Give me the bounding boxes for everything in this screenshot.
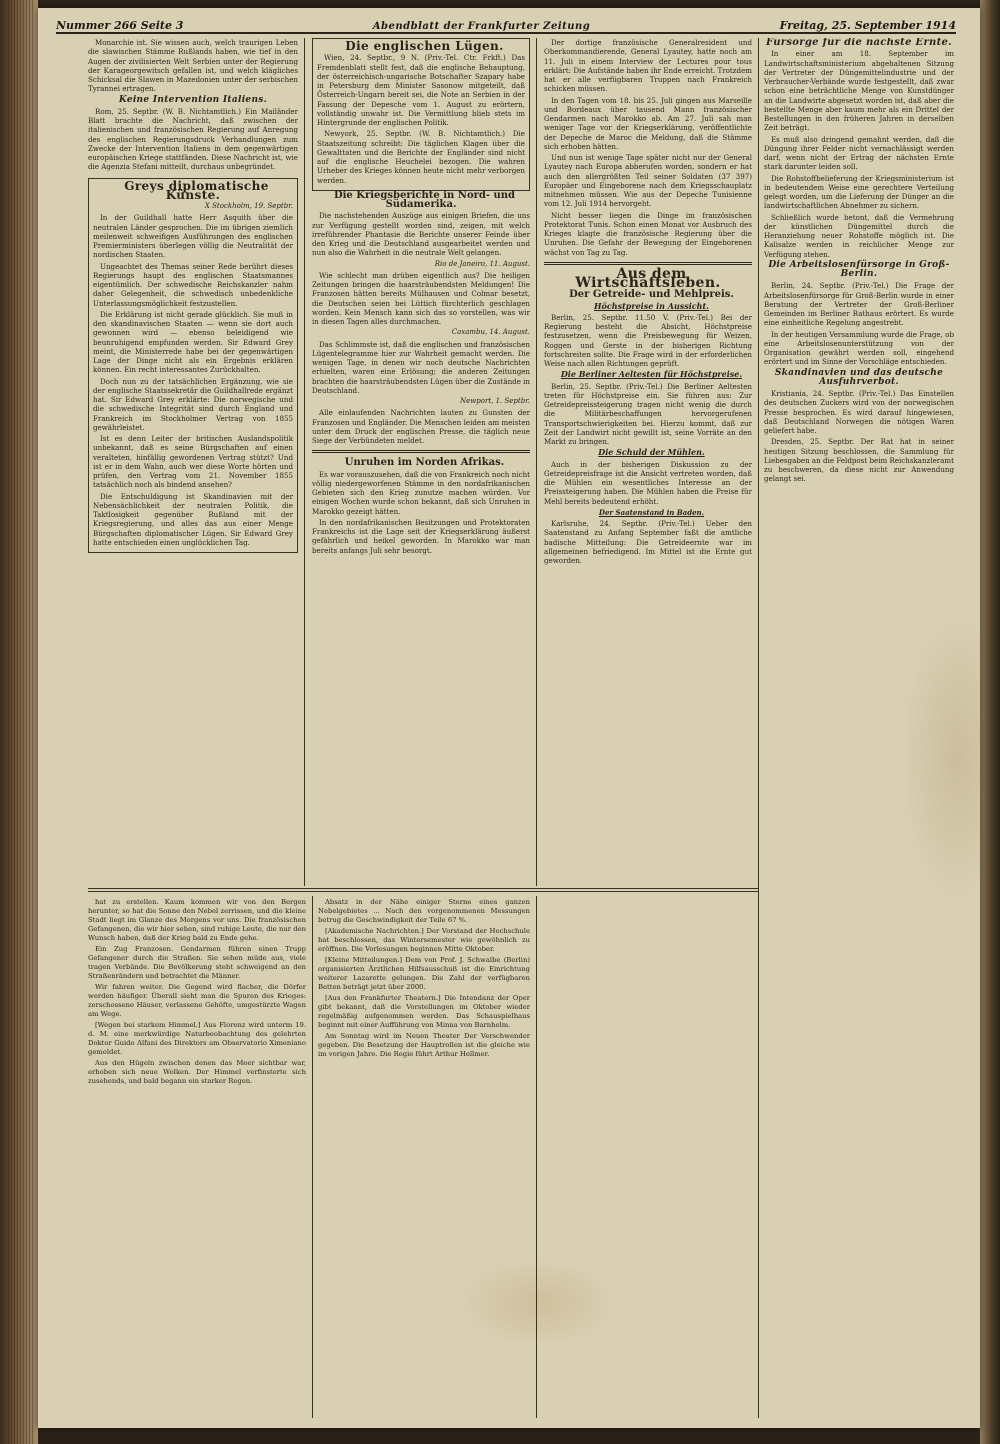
article-text: Berlin, 25. Septbr. 11.50 V. (Priv.-Tel.) Bei der Regierung besteht die Absicht, Höchstpreise festzusetzen, wenn die Preisbewegung für Weizen, Roggen und Gerste in der bisherigen Richtung fortschreiten sollte. Die Frage wird in der erforderlichen Weise nach allen Richtungen geprüft. [544,312,752,368]
article-dateline: X Stockholm, 19. Septbr. [204,202,293,210]
feuilleton-text: Ein Zug Franzosen. Gendarmen führen einen Trupp Gefangener durch die Straßen. Sie sehen müde aus, viele tragen Verbände. Die Bevölkerung steht schweigend an den Straßenrändern und betrachtet die Männer. [88,945,306,980]
feuilleton-text: [Wegen bei starkem Himmel.] Aus Florenz wird unterm 19. d. M. eine merkwürdige Naturbeobachtung des gelehrten Doktor Guido Alfani des Direktors am Observatorio Ximeniano gemeldet. [88,1021,306,1056]
article-text: Wie schlecht man drüben eigentlich aus? Die heiligen Zeitungen bringen die haarsträubendsten Meldungen! Die Franzosen hätten bereits Mülhausen und Colmar besetzt, die Deutschen seien bei Lüttich fürchterlich geschlagen worden. Kein Mensch kann sich das so vorstellen, was wir in diesen Tagen alles durchmachen. [312,270,530,326]
header-masthead: Abendblatt der Frankfurter Zeitung [372,21,591,32]
section-headline: Aus dem Wirtschaftsleben. [575,265,721,291]
feuilleton-text: [Akademische Nachrichten.] Der Vorstand der Hochschule hat beschlossen, das Wintersemester wie gewöhnlich zu eröffnen. Die Vorlesungen beginnen Mitte Oktober. [318,927,530,953]
article-text: Schließlich wurde betont, daß die Vermehrung der künstlichen Düngemittel durch die Heranziehung neuer Rohstoffe möglich ist. Die Kalisalze werden in reichlicher Menge zur Verfügung stehen. [764,212,954,259]
article-headline: Fürsorge für die nächste Ernte. [766,38,952,48]
article-headline: Unruhen im Norden Afrikas. [344,457,505,469]
feuilleton-column-2 [318,898,530,1418]
article-text: Monarchie ist. Sie wissen auch, welch traurigen Leben die slawischen Stämme Rußlands haben, wie tief in den Augen der zivilisierten Welt Serbien unter der Regierung der Karageorgewitsch gefallen ist, und welch klägliches Schicksal die Slawen in Mazedonien unter der serbischen Tyrannei ertragen. [88,38,298,94]
article-text: Rom, 25. Septbr. (W. B. Nichtamtlich.) Ein Mailänder Blatt brachte die Nachricht, daß zwischen der italienischen und französischen Regierung auf Anregung des englischen Regierungsdruck Verhandlungen zum Zwecke der Intervention Italiens in dem gegenwärtigen europäischen Kriege stattfänden. Diese Nachricht ist, wie die Agenzia Stefani mitteilt, durchaus unbegründet. [88,106,298,172]
feuilleton-text: [Kleine Mitteilungen.] Dem von Prof. J. Schwalbe (Berlin) organisierten Ärztlichen Hilfsausschuß ist die Einrichtung weiterer Lazarette gelungen. Die Zahl der verfügbaren Betten beträgt jetzt über 2000. [318,956,530,991]
article-headline: Die englischen Lügen. [345,39,504,53]
feuilleton-text: Am Sonntag wird im Neuen Theater Der Verschwender gegeben. Die Besetzung der Hauptrollen ist die gleiche wie im vorigen Jahre. Die Regie führt Arthur Hellmer. [318,1032,530,1058]
article-text: Auch in der bisherigen Diskussion zu der Getreidepreisfrage ist die Ansicht vertreten worden, daß die Mühlen ein wesentliches Interesse an der Preissteigerung haben. Die Mühlen haben die Preise für Mehl bereits bedeutend erhöht. [544,459,752,506]
article-text: Kristiania, 24. Septbr. (Priv.-Tel.) Das Einstellen des deutschen Zuckers wird von der norwegischen Presse besprochen. Es wird darauf hingewiesen, daß Deutschland Norwegen die nötigen Waren geliefert habe. [764,389,954,435]
feuilleton-text: Absatz in der Nähe einiger Sterne eines ganzen Nebelgebietes ... Nach den vorgenommenen Messungen betrug die Geschwindigkeit der Teile 67 %. [318,898,530,924]
article-text: In der Guildhall hatte Herr Asquith über die neutralen Länder gesprochen. Die im übrigen ziemlich meilenweit schweifigen Ausführungen des englischen Premierministers überlegen völlig die Neutralität der nordischen Staaten. [93,213,293,260]
article-text: Es muß also dringend gemahnt werden, daß die Düngung ihrer Felder nicht vernachlässigt werden darf, wenn nicht der Ertrag der nächsten Ernte stark darunter leiden soll. [764,134,954,172]
feuilleton-text: hat zu erstellen. Kaum kommen wir von den Bergen herunter, so hat die Sonne den Nebel zerrissen, und die kleine Stadt liegt im Glanze des Morgens vor uns. Die französischen Gefangenen, die wir hier sehen, sind ruhige Leute, die nur den Wunsch haben, daß der Krieg bald zu Ende gehe. [88,898,306,942]
column-1 [88,38,298,884]
article-text: Die Entschuldigung ist Skandinavien mit der Nebensächlichkeit der neutralen Politik, die Taktlosigkeit gegenüber Rußland mit der Kriegsregierung, und alles das aus einer Menge Bürgschaften diplomatischer Lügen. Sir Edward Grey hatte entschieden einen unglücklichen Tag. [93,491,293,547]
article-text: In der heutigen Versammlung wurde die Frage, ob eine Arbeitslosenunterstützung von der Organisation gewährt werden soll, eingehend erörtert und im Sinne der Vorschläge entschieden. [764,329,954,367]
article-text: Und nun ist wenige Tage später nicht nur der General Lyautey nach Europa abberufen worden, sondern er hat auch den allergrößten Teil seiner Soldaten (37 397) Europäer und Eingeborene nach dem Kriegsschauplatz mitnehmen müssen. Wie aus der Depeche Tunisienne vom 12. Juli 1914 hervorgeht. [544,153,752,209]
article-text: Alle einlaufenden Nachrichten lauten zu Gunsten der Franzosen und Engländer. Die Menschen leiden am meisten unter dem Druck der englischen Presse, die täglich neue Siege der Verbündeten meldet. [312,408,530,445]
column-rule [312,896,313,1418]
page-header [56,10,956,34]
column-rule [304,38,305,886]
article-dateline: Rio de Janeiro, 11. August. [434,259,530,268]
article-subheadline: Die Schuld der Mühlen. [598,447,705,458]
article-dateline: Caxambu, 14. August. [451,328,530,337]
article-text: Ist es denn Leiter der britischen Auslandspolitik unbekannt, daß es seine Bürgschaften auf einen veralteten, hinfällig gewordenen Vertrag stützt? Und ist er in dem Wahn, auch wer diese Worte hörten und prüfen, den Vertrag vom 21. November 1855 tatsächlich noch als bindend ansehen? [93,434,293,490]
header-date: Freitag, 25. September 1914 [779,19,956,32]
article-text: Doch nun zu der tatsächlichen Ergänzung, wie sie der englische Staatssekretär die Guildhallrede ergänzt hat. Sir Edward Grey erklärte: Die norwegische und die schwedische Integrität sind durch England und Frankreich im Stockholmer Vertrag von 1855 gewährleistet. [93,376,293,432]
article-text: Newyork, 25. Septbr. (W. B. Nichtamtlich.) Die Staatszeitung schreibt: Die täglichen Klagen über die Gewalttaten und die Berichte der Engländer sind nicht auf die englische Heuchelei bezogen. Die wahren Urheber des Krieges können heute nicht mehr verborgen werden. [317,129,525,185]
article-text: Ungeachtet des Themas seiner Rede berührt dieses Regierungs haupt des englischen Staatsmannes eigentümlich. Der schwedische Reichskanzler nahm daher Gelegenheit, die schwedisch unbedenkliche Unterlassungsmöglichkeit festzustellen. [93,261,293,308]
article-headline: Greys diplomatische Künste. [124,178,269,202]
column-rule [536,896,537,1418]
article-box [88,178,298,554]
article-text: Dresden, 25. Septbr. Der Rat hat in seiner heutigen Sitzung beschlossen, die Sammlung für Liebesgaben an die Feldpost beim Reichskanzleramt zu beschweren, da diese nicht zur Anwendung gelangt sei. [764,437,954,484]
page-edge-shadow [980,0,1000,1444]
feuilleton-text: [Aus den Frankfurter Theatern.] Die Intendanz der Oper gibt bekannt, daß die Vorstellungen im Oktober wieder regelmäßig aufgenommen werden. Das Schauspielhaus beginnt mit einer Aufführung von Minna von Barnhelm. [318,994,530,1029]
feuilleton-text: Wir fahren weiter. Die Gegend wird flacher, die Dörfer werden häufiger. Überall sieht man die Spuren des Krieges: zerschossene Häuser, verlassene Gehöfte, umgestürzte Wagen am Wege. [88,983,306,1018]
article-text: Der dortige französische Generalresident und Oberkommandierende, General Lyautey, hatte noch am 11. Juli in einem Interview der Lectures pour tous erklärt: Die Aufstände haben ihr Ende erreicht. Trotzdem hat er alle verfügbaren Truppen nach Frankreich schicken müssen. [544,38,752,94]
article-subheadline: Die Berliner Aeltesten für Höchstpreise. [560,369,743,380]
article-text: In den Tagen vom 18. bis 25. Juli gingen aus Marseille und Bordeaux über tausend Mann französischer Gendarmen nach Marokko ab. Am 27. Juli sah man weniger Tage vor der Kriegserklärung, veröffentlichte der Depeche de Maroc die Meldung, daß die Stämme sich erhoben hätten. [544,95,752,151]
article-text: In einer am 18. September im Landwirtschaftsministerium abgehaltenen Sitzung der Vertreter der Düngemittelindustrie und der Verbraucher-Verbände wurde festgestellt, daß zwar schon eine beträchtliche Menge von Kunstdünger an die Landwirte abgesetzt worden ist, daß aber die bestellte Menge aber kaum mehr als ein Drittel der Bestellungen in den früheren Jahren in derselben Zeit beträgt. [764,49,954,133]
feuilleton-column-1 [88,898,306,1418]
article-text: In den nordafrikanischen Besitzungen und Protektoraten Frankreichs ist die Lage seit der Kriegserklärung äußerst gefährlich und heikel geworden. In Marokko war man bereits anfangs Juli sehr besorgt. [312,517,530,555]
header-page-number: Nummer 266 Seite 3 [56,19,184,32]
article-text: Die nachstehenden Auszüge aus einigen Briefen, die uns zur Verfügung gestellt worden sind, zeigen, mit welch irreführender Phantasie die Berichte unserer Feinde über den Krieg und die Deutschland ausgearbeitet werden und nun also die Wahrheit in die neutrale Welt gelangen. [312,211,530,258]
article-text: Das Schlimmste ist, daß die englischen und französischen Lügentelegramme hier zur Wahrheit gemacht werden. Die wenigen Tage, in denen wir noch deutsche Nachrichten erhielten, waren eine Erlösung; die anderen Zeitungen brachten die haarsträubendsten Lügen über die Zustände in Deutschland. [312,339,530,395]
article-headline: Keine Intervention Italiens. [118,94,268,105]
column-4 [764,38,954,1414]
article-text: Wien, 24. Septbr., 9 N. (Priv.-Tel. Ctr. Frkft.) Das Fremdenblatt stellt fest, daß die englische Behauptung, der österreichisch-ungarische Botschafter Szapary habe in Petersburg dem Minister Sasonow mitgeteilt, daß Österreich-Ungarn bereit sei, die Note an Serbien in der Fassung der Depesche vom 1. August zu erörtern, vollständig unwahr ist. Die Vermittlung blieb stets im Hintergrunde der englischen Politik. [317,53,525,127]
column-3 [544,38,752,1414]
article-headline: Die Kriegsberichte in Nord- und Südamerika. [333,189,516,210]
article-headline: Skandinavien und das deutsche Ausfuhrverbot. [774,367,944,387]
book-spine [0,0,38,1444]
article-headline: Die Arbeitslosenfürsorge in Groß-Berlin. [768,259,950,279]
column-rule [536,38,537,886]
article-subheadline: Höchstpreise in Aussicht. [594,300,709,311]
article-text: Die Rohstoffbelieferung der Kriegsministerium ist in bedeutendem Weise eine gerechtere Verteilung gelegt worden, um die Lieferung der Dünger an die landwirtschaftlichen Abnehmer zu sichern. [764,173,954,211]
article-box [312,38,530,191]
article-subheadline: Der Saatenstand in Baden. [598,507,705,517]
article-text: Berlin, 25. Septbr. (Priv.-Tel.) Die Berliner Aeltesten treten für Höchstpreise ein. Sie führen aus: Zur Getreidepreissteigerung tragen nicht wenig die durch die Militärbeschaffungen hervorgerufenen Transportschwierigkeiten bei. Hierzu kommt, daß zur Zeit der Landwirt nicht gewillt ist, seine Vorräte an den Markt zu bringen. [544,381,752,446]
feuilleton-text: Aus den Hügeln zwischen denen das Meer sichtbar war, erhoben sich neue Wolken. Der Himmel verfinsterte sich zusehends, und bald begann ein starker Regen. [88,1059,306,1085]
article-dateline: Newport, 1. Septbr. [460,397,530,405]
article-text: Es war vorauszusehen, daß die von Frankreich noch nicht völlig niedergeworfenen Stämme in den nordafrikanischen Gebieten sich den Krieg zunutze machen würden. Vor einigen Wochen wurde schon bekannt, daß sich Unruhen in Marokko gezeigt hätten. [312,469,530,516]
article-text: Nicht besser liegen die Dinge im französischen Protektorat Tunis. Schon einen Monat vor Ausbruch des Krieges klagte die französische Regierung über die Unruhen. Die Gefahr der Bewegung der Eingeborenen wächst von Tag zu Tag. [544,210,752,257]
article-text: Die Erklärung ist nicht gerade glücklich. Sie muß in den skandinavischen Staaten — wenn sie dort auch gewonnen wird — ebenso beleidigend wie beunruhigend empfunden werden. Sir Edward Grey meint, die Ministerrede habe bei der gegenwärtigen Lage der Dinge nicht als ein Ergebnis erklären können. Ein recht interessantes Zurückhalten. [93,309,293,375]
article-text: Karlsruhe, 24. Septbr. (Priv.-Tel.) Ueber den Saatenstand zu Anfang September faßt die amtliche badische Mitteilung: Die Getreideernte war im allgemeinen befriedigend. Im Mittel ist die Ernte gut geworden. [544,519,752,565]
article-text: Berlin, 24. Septbr. (Priv.-Tel.) Die Frage der Arbeitslosenfürsorge für Groß-Berlin wurde in einer Beratung der Vertreter der Groß-Berliner Gemeinden im Berliner Rathaus erörtert. Es wurde eine einheitliche Regelung angestrebt. [764,281,954,328]
article-headline: Der Getreide- und Mehlpreis. [569,289,734,301]
column-2 [312,38,530,884]
column-rule [758,38,759,1418]
